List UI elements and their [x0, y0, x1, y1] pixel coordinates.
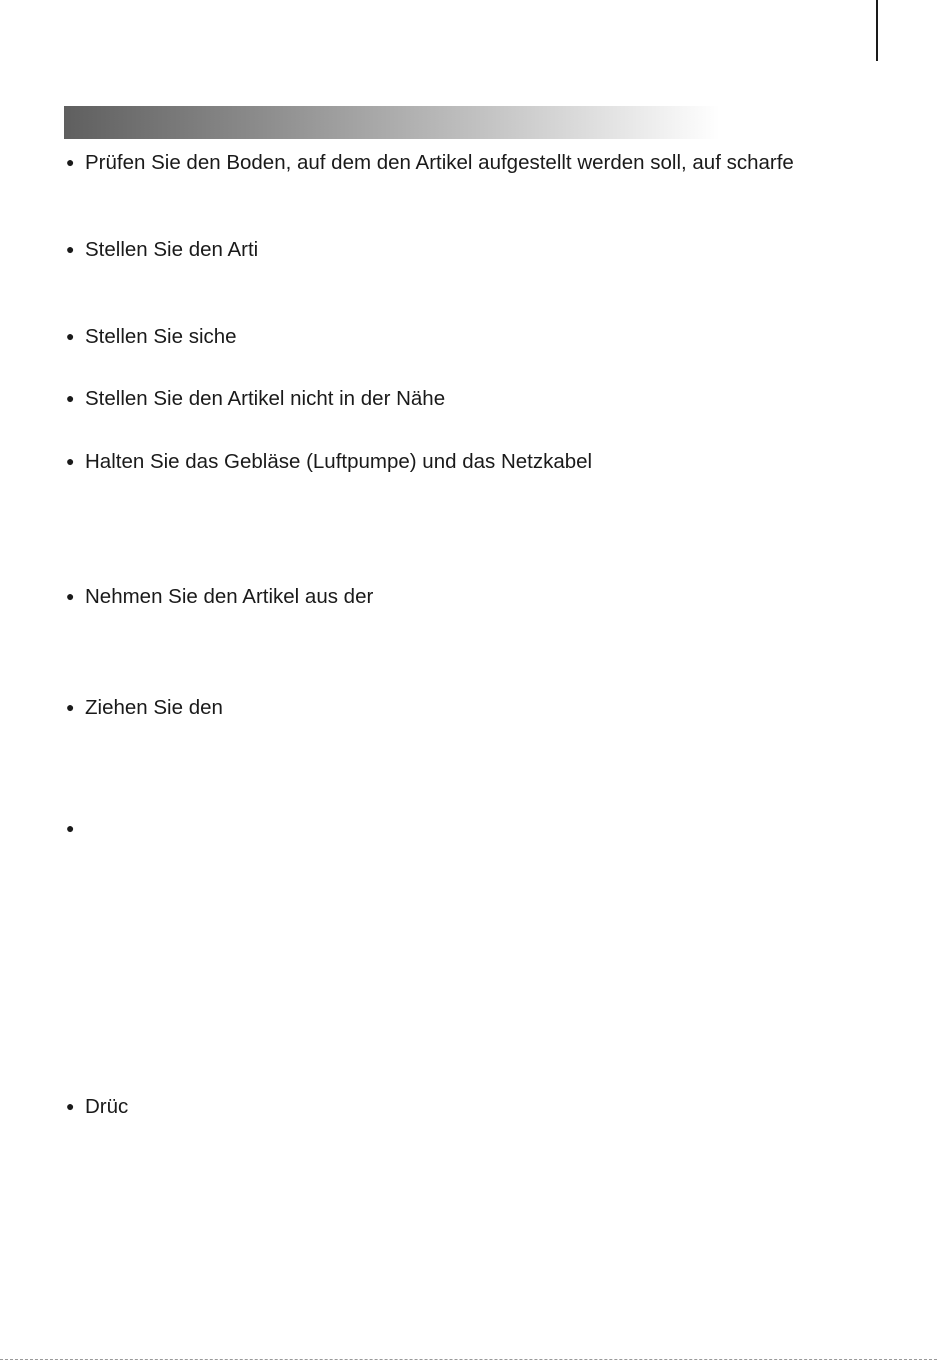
bullet-item — [66, 150, 794, 175]
bullet-item — [66, 816, 85, 841]
bullet-dot-icon: ● — [66, 154, 75, 170]
section-header-bar — [64, 106, 720, 139]
bullet-text: Stellen Sie siche — [85, 325, 237, 348]
page-edge-mark — [876, 0, 878, 61]
bullet-dot-icon: ● — [66, 820, 75, 836]
bullet-dot-icon: ● — [66, 588, 75, 604]
bullet-text: Prüfen Sie den Boden, auf dem den Artikel aufgestellt werden soll, auf scharfe — [85, 151, 794, 174]
page-bottom-rule — [0, 1359, 937, 1360]
bullet-text: Nehmen Sie den Artikel aus der — [85, 585, 374, 608]
bullet-item — [66, 449, 592, 474]
bullet-dot-icon: ● — [66, 241, 75, 257]
bullet-dot-icon: ● — [66, 390, 75, 406]
bullet-text: Halten Sie das Gebläse (Luftpumpe) und das Netzkabel — [85, 450, 593, 473]
bullet-text: Ziehen Sie den — [85, 696, 223, 719]
bullet-text: Stellen Sie den Arti — [85, 238, 259, 261]
bullet-dot-icon: ● — [66, 453, 75, 469]
bullet-item — [66, 695, 223, 720]
bullet-dot-icon: ● — [66, 699, 75, 715]
bullet-text: Drüc — [85, 1095, 129, 1118]
bullet-dot-icon: ● — [66, 1098, 75, 1114]
bullet-item — [66, 237, 258, 262]
bullet-item — [66, 324, 237, 349]
bullet-item — [66, 1094, 128, 1119]
bullet-dot-icon: ● — [66, 328, 75, 344]
bullet-text: Stellen Sie den Artikel nicht in der Nähe — [85, 387, 446, 410]
bullet-item — [66, 386, 445, 411]
bullet-item — [66, 584, 373, 609]
